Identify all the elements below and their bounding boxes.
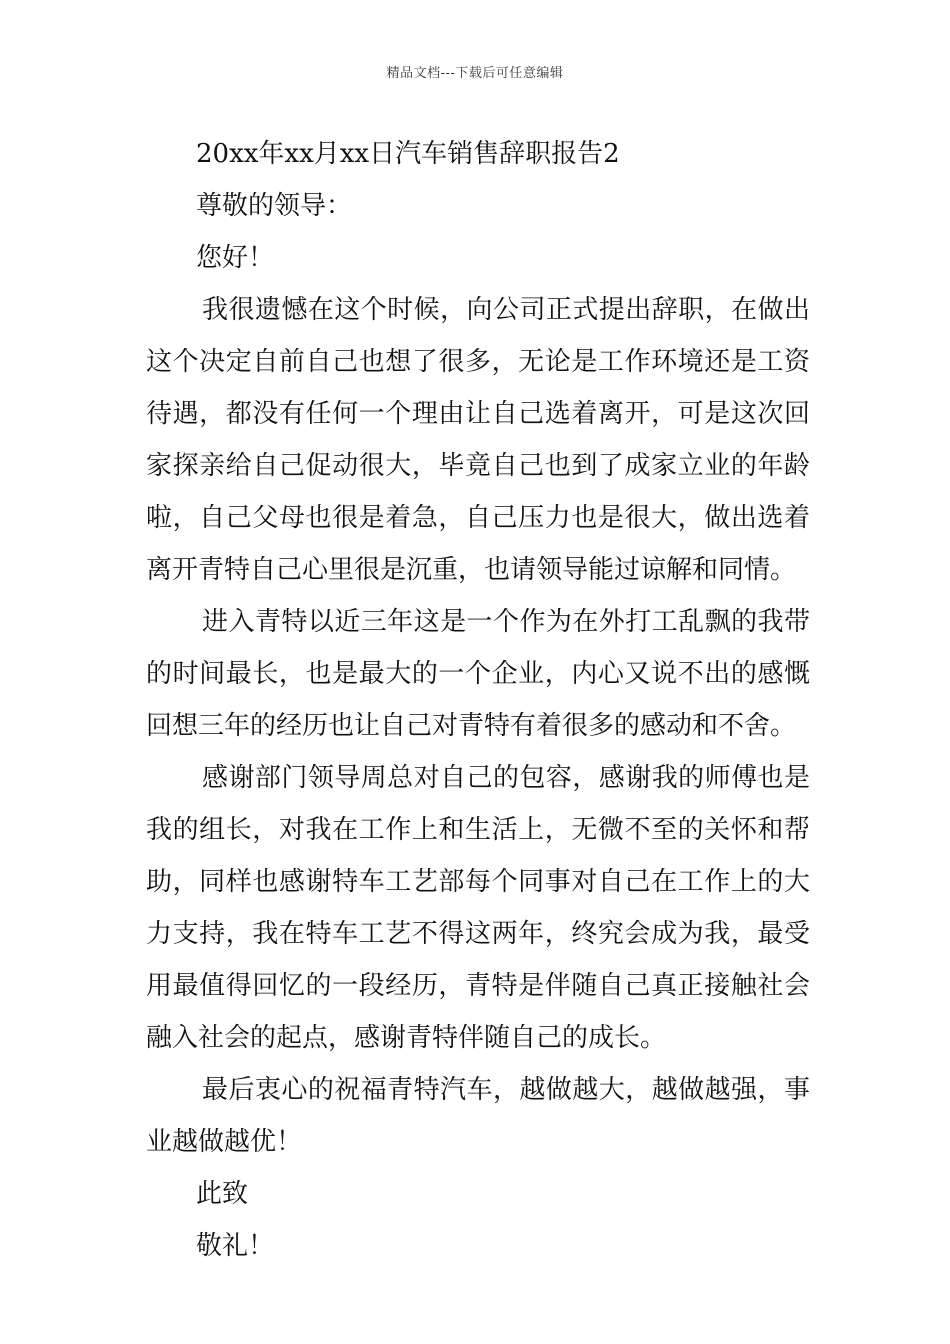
paragraph: 最后衷心的祝福青特汽车，越做越大，越做越强，事业越做越优！: [146, 1075, 810, 1157]
closing-line: 此致: [196, 1179, 249, 1209]
page-header: 精品文档---下载后可任意编辑: [386, 66, 564, 81]
paragraph: 我很遗憾在这个时候，向公司正式提出辞职，在做出这个决定自前自己也想了很多，无论是工作环境还是工资待遇，都没有任何一个理由让自己选着离开，可是这次回家探亲给自己促动很大，毕竟自己也到了成家立业的年龄啦，自己父母也很是着急，自己压力也是很大，做出选着离开青特自己心里很是沉重，也请领导能过谅解和同情。: [146, 295, 810, 585]
paragraph: 感谢部门领导周总对自己的包容，感谢我的师傅也是我的组长，对我在工作上和生活上，无微不至的关怀和帮助，同样也感谢特车工艺部每个同事对自己在工作上的大力支持，我在特车工艺不得这两年，终究会成为我，最受用最值得回忆的一段经历，青特是伴随自己真正接触社会融入社会的起点，感谢青特伴随自己的成长。: [146, 763, 810, 1053]
document-title: 20xx年xx月xx日汽车销售辞职报告2: [196, 139, 620, 169]
document-body: [146, 128, 810, 1272]
salutation: 尊敬的领导：: [196, 191, 353, 221]
greeting: 您好！: [196, 243, 275, 273]
closing-regards: 敬礼！: [196, 1231, 275, 1261]
paragraph: 进入青特以近三年这是一个作为在外打工乱飘的我带的时间最长，也是最大的一个企业，内心又说不出的感慨回想三年的经历也让自己对青特有着很多的感动和不舍。: [146, 607, 810, 741]
